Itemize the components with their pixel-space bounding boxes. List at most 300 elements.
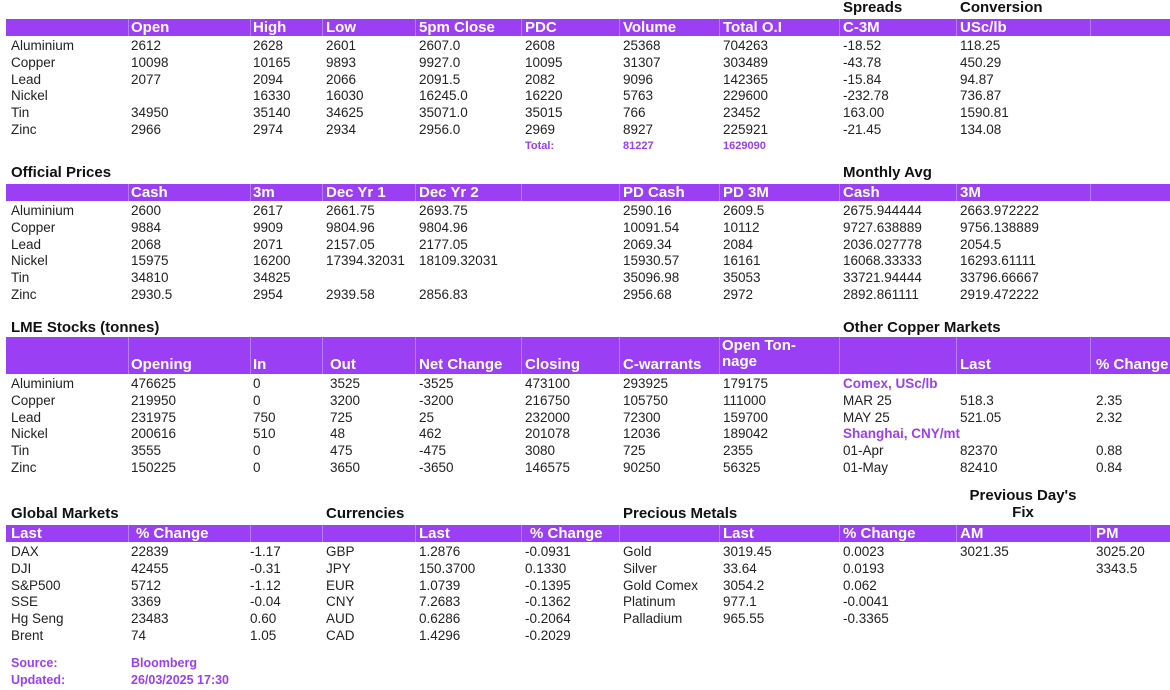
table-cell: 3080 (525, 443, 556, 459)
table-cell: 0.84 (1096, 460, 1123, 475)
table-cell: 35140 (253, 105, 291, 121)
table-cell: 9727.638889 (843, 219, 922, 235)
currency-code: CAD (326, 628, 355, 643)
table-cell: 510 (253, 426, 276, 442)
metal-name: Gold (623, 544, 652, 559)
column-separator (839, 337, 840, 374)
table-cell: 0 (253, 392, 261, 408)
table-cell: -1.12 (250, 577, 281, 593)
global-markets-title: Global Markets (11, 505, 119, 522)
table-cell: 163.00 (843, 105, 885, 121)
col-cash-header: Cash (131, 184, 168, 201)
table-cell: 12036 (623, 426, 661, 442)
column-separator (956, 184, 957, 201)
table-cell: 2930.5 (131, 287, 173, 302)
table-cell: 2939.58 (326, 287, 375, 302)
precious-metals-title: Precious Metals (623, 505, 738, 522)
column-separator (1090, 337, 1091, 374)
table-cell: 704263 (723, 38, 769, 53)
column-separator (719, 19, 720, 36)
table-cell: 2590.16 (623, 203, 672, 218)
col-monthly-3m-header: 3M (960, 184, 981, 201)
table-cell: -3650 (419, 460, 454, 475)
table-cell: 1.0739 (419, 577, 461, 593)
table-cell: 22839 (131, 544, 169, 559)
metal-name: Zinc (11, 287, 37, 302)
table-cell: 146575 (525, 460, 571, 475)
table-cell: 3019.45 (723, 544, 772, 559)
table-cell: -475 (419, 443, 447, 459)
table-cell: 33796.66667 (960, 270, 1039, 286)
table-cell: 35071.0 (419, 105, 468, 121)
col-currency-pct-header: % Change (530, 525, 603, 542)
other-copper-markets-title: Other Copper Markets (843, 319, 1001, 336)
table-cell: 3021.35 (960, 544, 1009, 559)
column-separator (322, 184, 323, 201)
table-cell: 189042 (723, 426, 769, 442)
table-cell: -3200 (419, 392, 454, 408)
table-cell: -15.84 (843, 71, 882, 87)
table-cell: -0.04 (250, 594, 281, 610)
table-cell: 2.32 (1096, 409, 1123, 425)
column-separator (839, 525, 840, 542)
table-cell: 2157.05 (326, 236, 375, 252)
col-usclb-header: USc/lb (960, 19, 1007, 36)
metal-name: Zinc (11, 122, 37, 137)
metal-name: Nickel (11, 253, 48, 269)
table-cell: 725 (330, 409, 353, 425)
table-cell: 200616 (131, 426, 177, 442)
table-cell: 475 (330, 443, 353, 459)
conversion-super-header: Conversion (960, 0, 1043, 16)
col-c-warrants-header: C-warrants (623, 356, 702, 373)
table-cell: 2612 (131, 38, 162, 53)
col-net-change-header: Net Change (419, 356, 503, 373)
currency-code: EUR (326, 577, 355, 593)
currency-code: GBP (326, 544, 355, 559)
col-5pm-close-header: 5pm Close (419, 19, 495, 36)
table-cell: 150225 (131, 460, 177, 475)
table-cell: 134.08 (960, 122, 1002, 137)
table-cell: 16330 (253, 88, 291, 104)
col-total-oi-header: Total O.I (723, 19, 782, 36)
column-separator (521, 337, 522, 374)
table-cell: -18.52 (843, 38, 882, 53)
table-cell: 0 (253, 443, 261, 459)
table-cell: 159700 (723, 409, 769, 425)
table-cell: 725 (623, 443, 646, 459)
table-cell: 72300 (623, 409, 661, 425)
table-cell: 2974 (253, 122, 284, 137)
table-cell: -0.31 (250, 560, 281, 576)
column-separator (415, 184, 416, 201)
column-separator (128, 525, 129, 542)
column-separator (322, 525, 323, 542)
table-cell: 2077 (131, 71, 162, 87)
table-cell: 3369 (131, 594, 162, 610)
table-cell: 2628 (253, 38, 284, 53)
col-open-tonnage-header: Open Ton-nage (722, 337, 796, 370)
metal-name: Palladium (623, 611, 683, 627)
table-cell: 1590.81 (960, 105, 1009, 121)
col-closing-header: Closing (525, 356, 580, 373)
col-other-pct-change-header: % Change (1096, 356, 1169, 373)
column-separator (956, 525, 957, 542)
metal-name: Lead (11, 236, 42, 252)
column-separator (128, 184, 129, 201)
table-cell: 82410 (960, 460, 998, 475)
table-cell: -43.78 (843, 54, 882, 70)
table-cell: -0.0931 (525, 544, 571, 559)
table-cell: 15975 (131, 253, 169, 269)
col-in-header: In (253, 356, 267, 373)
table-cell: 225921 (723, 122, 769, 137)
col-low-header: Low (326, 19, 356, 36)
column-separator (521, 525, 522, 542)
table-cell: 9804.96 (326, 219, 375, 235)
lme-stocks-title: LME Stocks (tonnes) (11, 319, 160, 336)
monthly-avg-title: Monthly Avg (843, 164, 932, 181)
table-cell: 965.55 (723, 611, 765, 627)
table-cell: 2956.0 (419, 122, 461, 137)
index-name: SSE (11, 594, 39, 610)
column-separator (619, 184, 620, 201)
metal-name: Aluminium (11, 376, 75, 391)
table-cell: 1.05 (250, 628, 277, 643)
updated-label: Updated: (11, 673, 66, 687)
table-cell: 74 (131, 628, 147, 643)
column-separator (719, 337, 720, 374)
table-cell: 2693.75 (419, 203, 468, 218)
other-market-heading: Shanghai, CNY/mt (843, 426, 961, 442)
column-separator (839, 19, 840, 36)
table-cell: 2082 (525, 71, 556, 87)
metal-name: Nickel (11, 88, 48, 104)
table-cell: 303489 (723, 54, 769, 70)
table-cell: 16293.61111 (960, 253, 1036, 269)
index-name: Hg Seng (11, 611, 64, 627)
table-cell: 9756.138889 (960, 219, 1039, 235)
table-cell: 10091.54 (623, 219, 680, 235)
col-opening-header: Opening (131, 356, 192, 373)
col-global-pct-header: % Change (136, 525, 209, 542)
total-label: Total: (525, 140, 555, 152)
metal-name: Copper (11, 54, 56, 70)
metal-name: Nickel (11, 426, 48, 442)
table-cell: 521.05 (960, 409, 1002, 425)
metal-name: Platinum (623, 594, 676, 610)
table-cell: 0.0023 (843, 544, 885, 559)
table-cell: 2663.972222 (960, 203, 1039, 218)
table-cell: -0.1362 (525, 594, 571, 610)
currency-code: AUD (326, 611, 355, 627)
col-global-last-header: Last (11, 525, 42, 542)
table-cell: 8927 (623, 122, 654, 137)
col-high-header: High (253, 19, 287, 36)
col-other-last-header: Last (960, 356, 991, 373)
table-cell: 16200 (253, 253, 291, 269)
column-separator (250, 19, 251, 36)
table-cell: 3343.5 (1096, 560, 1138, 576)
table-cell: -3525 (419, 376, 454, 391)
column-separator (719, 184, 720, 201)
metal-name: Tin (11, 443, 30, 459)
table-cell: -232.78 (843, 88, 889, 104)
table-cell: 10112 (723, 219, 760, 235)
table-cell: 9909 (253, 219, 284, 235)
table-cell: 35053 (723, 270, 761, 286)
table-cell: 2934 (326, 122, 357, 137)
source-value: Bloomberg (131, 656, 197, 670)
table-cell: 34825 (253, 270, 291, 286)
metal-name: Silver (623, 560, 657, 576)
column-separator (619, 19, 620, 36)
table-cell: 0.88 (1096, 443, 1123, 459)
table-cell: 15930.57 (623, 253, 680, 269)
col-pd-3m-header: PD 3M (723, 184, 769, 201)
table-cell: 2036.027778 (843, 236, 922, 252)
official-header-band (6, 184, 1170, 201)
table-cell: 150.3700 (419, 560, 476, 576)
table-cell: 9927.0 (419, 54, 461, 70)
table-cell: 2094 (253, 71, 284, 87)
table-cell: 3650 (330, 460, 361, 475)
table-cell: 23452 (723, 105, 761, 121)
table-cell: 2972 (723, 287, 754, 302)
table-cell: 977.1 (723, 594, 757, 610)
currency-code: JPY (326, 560, 351, 576)
table-cell: 2608 (525, 38, 556, 53)
table-cell: 2069.34 (623, 236, 672, 252)
table-cell: 2068 (131, 236, 162, 252)
table-cell: 5763 (623, 88, 654, 104)
table-cell: 2091.5 (419, 71, 461, 87)
table-cell: 33721.94444 (843, 270, 922, 286)
metal-name: Aluminium (11, 38, 75, 53)
table-cell: 16245.0 (419, 88, 468, 104)
metal-name: Tin (11, 270, 30, 286)
column-separator (415, 337, 416, 374)
table-cell: 518.3 (960, 392, 994, 408)
table-cell: -0.2029 (525, 628, 571, 643)
table-cell: 2675.944444 (843, 203, 922, 218)
table-cell: 231975 (131, 409, 177, 425)
table-cell: 750 (253, 409, 276, 425)
table-cell: 0.1330 (525, 560, 567, 576)
contract-name: 01-Apr (843, 443, 884, 459)
spreads-super-header: Spreads (843, 0, 903, 16)
metal-name: Tin (11, 105, 30, 121)
table-cell: 2066 (326, 71, 357, 87)
table-cell: 7.2683 (419, 594, 461, 610)
table-cell: 216750 (525, 392, 571, 408)
column-separator (719, 525, 720, 542)
table-cell: 16068.33333 (843, 253, 922, 269)
table-cell: 201078 (525, 426, 571, 442)
table-cell: 82370 (960, 443, 998, 459)
table-cell: 9804.96 (419, 219, 468, 235)
updated-value: 26/03/2025 17:30 (131, 673, 230, 687)
table-cell: 3555 (131, 443, 162, 459)
column-separator (956, 337, 957, 374)
table-cell: -21.45 (843, 122, 882, 137)
col-fix-pm-header: PM (1096, 525, 1119, 542)
table-cell: 105750 (623, 392, 669, 408)
table-cell: 2956.68 (623, 287, 672, 302)
table-cell: 0.6286 (419, 611, 461, 627)
table-cell: 10095 (525, 54, 563, 70)
metal-name: Gold Comex (623, 577, 699, 593)
column-separator (415, 525, 416, 542)
contract-name: MAY 25 (843, 409, 890, 425)
col-out-header: Out (330, 356, 356, 373)
table-cell: -0.1395 (525, 577, 571, 593)
metal-name: Copper (11, 219, 56, 235)
table-cell: -0.2064 (525, 611, 571, 627)
col-c3m-header: C-3M (843, 19, 880, 36)
table-cell: 2609.5 (723, 203, 765, 218)
col-pdc-header: PDC (525, 19, 557, 36)
index-name: DAX (11, 544, 39, 559)
column-separator (521, 19, 522, 36)
table-cell: 10165 (253, 54, 291, 70)
table-cell: 16220 (525, 88, 563, 104)
table-cell: 462 (419, 426, 442, 442)
column-separator (1090, 525, 1091, 542)
column-separator (956, 19, 957, 36)
table-cell: 34950 (131, 105, 169, 121)
table-cell: 142365 (723, 71, 769, 87)
table-cell: 0.0193 (843, 560, 885, 576)
table-cell: 2966 (131, 122, 162, 137)
table-cell: 736.87 (960, 88, 1002, 104)
col-monthly-cash-header: Cash (843, 184, 880, 201)
table-cell: 2601 (326, 38, 357, 53)
table-cell: -0.0041 (843, 594, 889, 610)
column-separator (1090, 19, 1091, 36)
table-cell: 3025.20 (1096, 544, 1145, 559)
col-precious-pct-header: % Change (843, 525, 916, 542)
currency-code: CNY (326, 594, 355, 610)
table-cell: 2892.861111 (843, 287, 919, 302)
col-volume-header: Volume (623, 19, 677, 36)
table-cell: 3054.2 (723, 577, 765, 593)
table-cell: 17394.32031 (326, 253, 405, 269)
table-cell: 3200 (330, 392, 361, 408)
table-cell: 34625 (326, 105, 364, 121)
metal-name: Zinc (11, 460, 37, 475)
table-cell: 2919.472222 (960, 287, 1039, 302)
col-3m-header: 3m (253, 184, 275, 201)
table-cell: 2071 (253, 236, 284, 252)
table-cell: 2856.83 (419, 287, 468, 302)
table-cell: 18109.32031 (419, 253, 498, 269)
index-name: DJI (11, 560, 32, 576)
metal-name: Lead (11, 409, 42, 425)
table-cell: 293925 (623, 376, 669, 391)
table-cell: 476625 (131, 376, 177, 391)
column-separator (619, 525, 620, 542)
table-cell: 2661.75 (326, 203, 375, 218)
table-cell: 2617 (253, 203, 284, 218)
table-cell: 94.87 (960, 71, 994, 87)
table-cell: 111000 (723, 392, 767, 408)
table-cell: 5712 (131, 577, 162, 593)
table-cell: 9893 (326, 54, 357, 70)
column-separator (839, 184, 840, 201)
table-cell: 2954 (253, 287, 284, 302)
table-cell: 0 (253, 376, 261, 391)
column-separator (250, 184, 251, 201)
column-separator (521, 184, 522, 201)
metal-name: Copper (11, 392, 56, 408)
table-cell: 1.2876 (419, 544, 461, 559)
table-cell: 25 (419, 409, 435, 425)
table-cell: -0.3365 (843, 611, 889, 627)
official-prices-title: Official Prices (11, 164, 112, 181)
source-label: Source: (11, 656, 58, 670)
column-separator (322, 19, 323, 36)
metal-name: Lead (11, 71, 42, 87)
table-cell: 2607.0 (419, 38, 461, 53)
col-pd-cash-header: PD Cash (623, 184, 685, 201)
table-cell: 2054.5 (960, 236, 1002, 252)
col-precious-last-header: Last (723, 525, 754, 542)
table-cell: 10098 (131, 54, 169, 70)
column-separator (415, 19, 416, 36)
table-cell: 35096.98 (623, 270, 680, 286)
col-open-header: Open (131, 19, 170, 36)
column-separator (619, 337, 620, 374)
table-cell: 35015 (525, 105, 563, 121)
table-cell: 56325 (723, 460, 761, 475)
table-cell: 42455 (131, 560, 169, 576)
table-cell: 766 (623, 105, 646, 121)
total-volume: 81227 (623, 140, 654, 152)
index-name: S&P500 (11, 577, 61, 593)
column-separator (250, 337, 251, 374)
table-cell: 473100 (525, 376, 571, 391)
table-cell: 25368 (623, 38, 661, 53)
col-dec-yr1-header: Dec Yr 1 (326, 184, 386, 201)
col-dec-yr2-header: Dec Yr 2 (419, 184, 479, 201)
metal-name: Aluminium (11, 203, 75, 218)
other-market-heading: Comex, USc/lb (843, 376, 938, 391)
table-cell: 229600 (723, 88, 769, 104)
table-cell: 2969 (525, 122, 556, 137)
table-cell: 2084 (723, 236, 754, 252)
column-separator (1090, 184, 1091, 201)
table-cell: 2.35 (1096, 392, 1123, 408)
table-cell: 2355 (723, 443, 754, 459)
table-cell: 3525 (330, 376, 361, 391)
table-cell: 219950 (131, 392, 177, 408)
table-cell: 450.29 (960, 54, 1002, 70)
table-cell: -1.17 (250, 544, 281, 559)
table-cell: 2177.05 (419, 236, 468, 252)
table-cell: 48 (330, 426, 346, 442)
column-separator (128, 19, 129, 36)
index-name: Brent (11, 628, 44, 643)
col-fix-am-header: AM (960, 525, 984, 542)
table-cell: 2600 (131, 203, 162, 218)
table-cell: 16030 (326, 88, 364, 104)
table-cell: 179175 (723, 376, 769, 391)
total-open-interest: 1629090 (723, 140, 766, 152)
table-cell: 34810 (131, 270, 169, 286)
table-cell: 1.4296 (419, 628, 461, 643)
table-cell: 232000 (525, 409, 571, 425)
